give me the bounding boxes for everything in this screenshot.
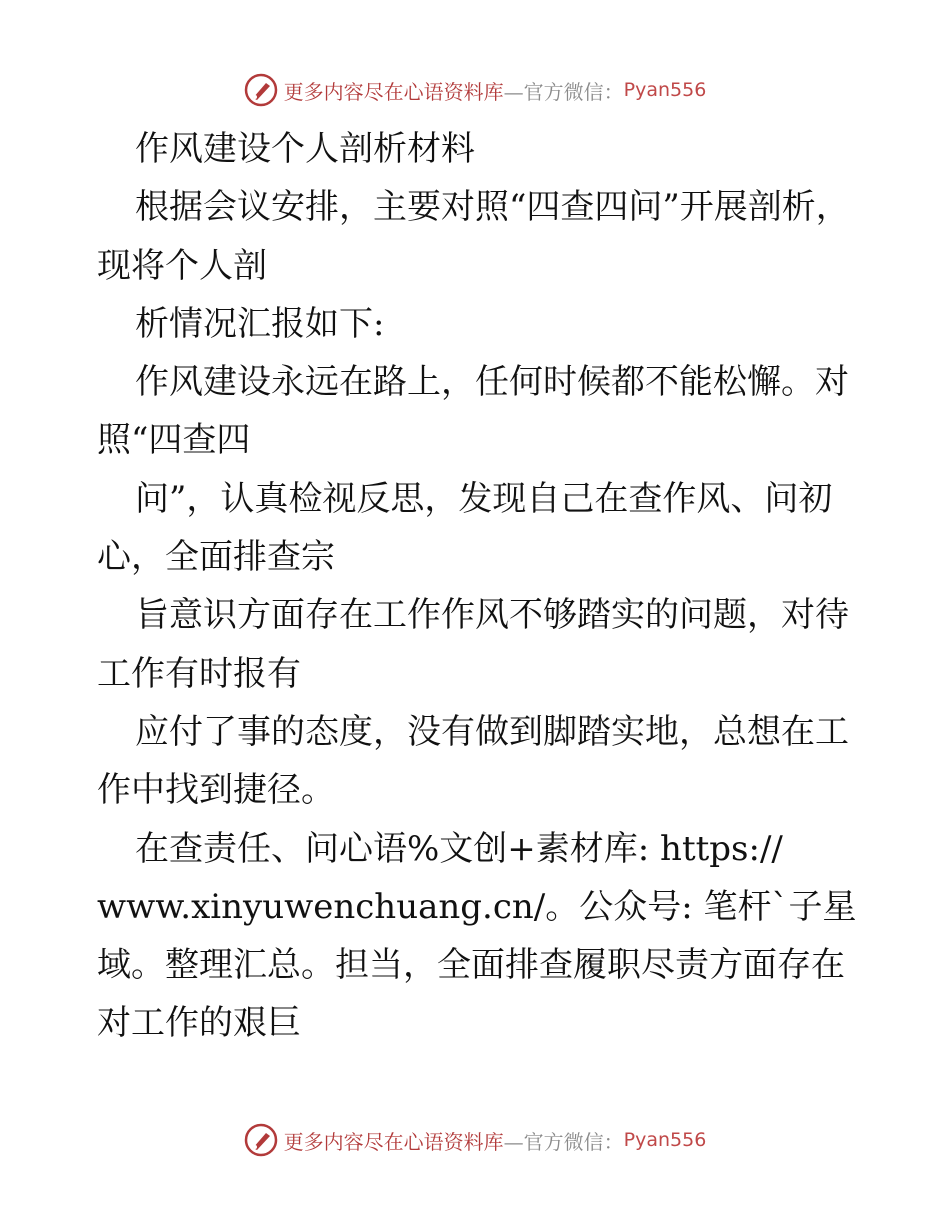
paragraph: www.xinyuwenchuang.cn/。公众号: 笔杆`子星 <box>97 886 857 927</box>
doc-title: 作风建设个人剖析材料 <box>135 129 475 169</box>
paragraph: 问”，认真检视反思，发现自己在查作风、问初心，全面排查宗 <box>97 478 833 578</box>
pen-nib-logo-icon <box>244 1123 278 1157</box>
banner-title: 更多内容尽在心语资料库 <box>283 79 504 104</box>
header-banner <box>0 70 950 110</box>
banner-title: 更多内容尽在心语资料库 <box>283 1129 504 1154</box>
paragraph: 旨意识方面存在工作作风不够踏实的问题，对待工作有时报有 <box>97 595 849 694</box>
banner-wechat-id: Pyan556 <box>623 1129 707 1151</box>
paragraph: 应付了事的态度，没有做到脚踏实地，总想在工作中找到捷径。 <box>97 711 849 811</box>
banner-separator: —官方微信： <box>503 1129 624 1154</box>
paragraph: 根据会议安排，主要对照“四查四问”开展剖析，现将个人剖 <box>97 187 850 286</box>
document-body <box>97 120 857 1053</box>
banner-separator: —官方微信： <box>503 79 624 104</box>
paragraph: 在查责任、问心语%文创+素材库: https:// <box>135 828 783 869</box>
footer-banner <box>0 1120 950 1160</box>
banner-wechat-id: Pyan556 <box>623 79 707 101</box>
paragraph: 域。整理汇总。担当，全面排查履职尽责方面存在对工作的艰巨 <box>97 945 845 1044</box>
paragraph: 析情况汇报如下: <box>135 303 385 344</box>
paragraph: 作风建设永远在路上，任何时候都不能松懈。对照“四查四 <box>97 362 849 461</box>
pen-nib-logo-icon <box>244 73 278 107</box>
